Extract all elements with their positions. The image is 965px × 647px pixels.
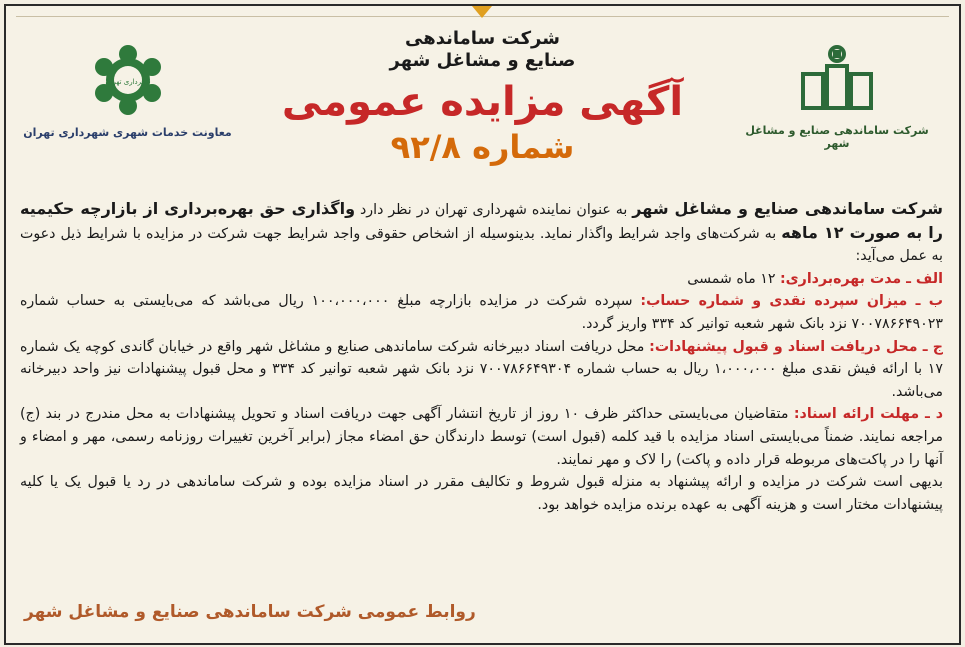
municipality-logo — [20, 44, 235, 139]
tehran-municipality-emblem-icon — [88, 44, 168, 116]
clause-c-text: محل دریافت اسناد دبیرخانه شرکت ساماندهی صنایع و مشاغل شهر واقع در خیابان گاندی کوچه یک شماره ۱۷ با ارائه فیش نقدی مبلغ ۱،۰۰۰،۰۰۰ ریال به حساب شماره ۷۰۰۷۸۶۶۴۹۳۰۴ نزد بانک شهر شعبه توانیر کد ۳۳۴ و محل قبول پیشنهادات نیز واحد دبیرخانه می‌باشد. — [20, 338, 944, 400]
notice-body — [20, 198, 943, 516]
clause-b — [20, 290, 943, 335]
emblem-inner-text: شهرداری تهران — [104, 78, 151, 86]
company-name-line2: صنایع و مشاغل شهر — [389, 50, 576, 71]
clause-b-text: سپرده شرکت در مزایده بازارچه مبلغ ۱۰۰،۰۰۰،۰۰۰ ریال می‌باشد که می‌بایستی به حساب شماره ۷۰۰۷۸۶۶۴۹۰۲۳ نزد بانک شهر شعبه توانیر کد ۳۳۴ واریز گردد. — [20, 293, 943, 332]
clause-a-label: الف ـ مدت بهره‌برداری: — [779, 270, 943, 287]
intro-subject: واگذاری حق بهره‌برداری از بازارچه حکیمیه را به صورت ۱۲ ماهه — [20, 199, 944, 242]
intro-text-1: به عنوان نماینده شهرداری تهران در نظر دارد — [355, 202, 633, 218]
clause-a — [20, 268, 943, 291]
clause-c — [20, 336, 943, 404]
clause-d-label: د ـ مهلت ارائه اسناد: — [793, 406, 944, 423]
notice-frame — [4, 4, 961, 645]
clause-b-label: ب ـ میزان سپرده نقدی و شماره حساب: — [640, 293, 944, 310]
footer-signature: روابط عمومی شرکت ساماندهی صنایع و مشاغل شهر — [24, 602, 476, 622]
municipality-logo-caption: معاونت خدمات شهری شهرداری تهران — [23, 126, 232, 139]
company-name-line1: شرکت ساماندهی — [405, 28, 560, 49]
samanedhi-company-logo-icon — [797, 44, 877, 114]
intro-paragraph — [20, 198, 943, 268]
clause-d-text: متقاضیان می‌بایستی حداکثر ظرف ۱۰ روز از تاریخ انتشار آگهی جهت دریافت اسناد و تحویل پیشنهادات به محل مندرج در بند (ج) مراجعه نمایند. ضمناً می‌بایستی اسناد مزایده با قید کلمه (قبول است) توسط دارندگان حق امضاء مجاز (برابر آخرین تغییرات روزنامه رسمی، مهر و امضاء و آنها را در پاکت‌های مربوطه قرار داده و پاکت) را لاک و مهر نمایند. — [20, 406, 943, 468]
clause-a-text: ۱۲ ماه شمسی — [687, 270, 780, 287]
clause-c-label: ج ـ محل دریافت اسناد و قبول پیشنهادات: — [649, 338, 944, 355]
intro-text-3: به شرکت‌های واجد شرایط واگذار نماید. بدینوسیله از اشخاص حقوقی واجد شرایط جهت شرکت در مزایده با شرایط ذیل دعوت به عمل می‌آید: — [20, 225, 943, 265]
intro-company-name: شرکت ساماندهی صنایع و مشاغل شهر — [632, 199, 943, 218]
closing-paragraph: بدیهی است شرکت در مزایده و ارائه پیشنهاد به منزله قبول شروط و تکالیف مقرر در اسناد مزایده بوده و شرکت ساماندهی در رد یا قبول یک یا کلیه پیشنهادات مختار است و هزینه آگهی به عهده برنده مزایده خواهد بود. — [20, 474, 943, 513]
company-logo-caption: شرکت ساماندهی صنایع و مشاغل شهر — [745, 124, 929, 150]
notice-number: شماره ۹۲/۸ — [390, 128, 575, 166]
clause-d — [20, 403, 943, 471]
notice-title: آگهی مزایده عمومی — [281, 79, 684, 125]
top-notch-ornament — [472, 6, 492, 18]
company-logo — [737, 44, 937, 150]
